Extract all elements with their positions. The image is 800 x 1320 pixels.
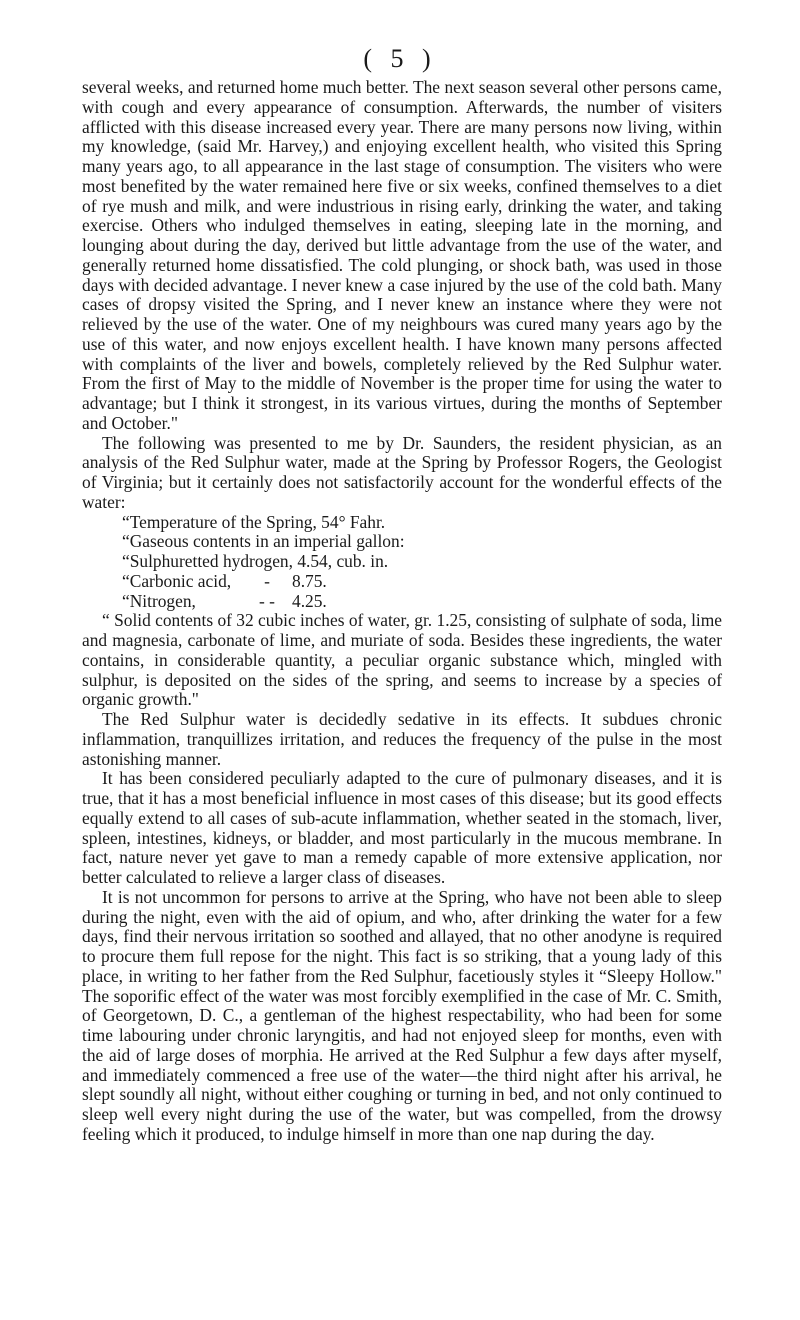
paragraph-analysis-intro: The following was presented to me by Dr. Saunders, the resident physician, as an analysis of the Red Sulphur water, made at the Spring by Professor Rogers, the Geologist of Virginia; but it certainly does not satisfactorily account for the wonderful effects of the water: [82, 432, 722, 512]
analysis-sulphuretted-hydrogen: “Sulphuretted hydrogen, 4.54, cub. in. [122, 551, 389, 571]
gas-dash: - [264, 570, 270, 591]
paragraph-harvey-account: several weeks, and returned home much better. The next season several other persons came, with cough and every appearance of consumption. Afterwards, the number of visiters afflicted with this disease increased every year. There are many persons now living, within my knowledge, (said Mr. Harvey,) and enjoying excellent health, who visited this Spring many years ago, to all appearance in the last stage of consumption. The visiters who were most benefited by the water remained here five or six weeks, confined themselves to a diet of rye mush and milk, and were industrious in rising early, drinking the water, and taking exercise. Others who indulged themselves in eating, sleeping late in the morning, and lounging about during the day, derived but little advantage from the use of the water, and generally returned home dissatisfied. The cold plunging, or shock bath, was used in those days with decided advantage. I never knew a case injured by the use of the cold bath. Many cases of dropsy visited the Spring, and I never knew an instance where they were not relieved by the use of the water. One of my neighbours was cured many years ago by the use of this water, and now enjoys excellent health. I have known many persons affected with complaints of the liver and bowels, completely relieved by the Red Sulphur water. From the first of May to the middle of November is the proper time for using the water to advantage; but I think it strongest, in its various virtues, during the months of September and October." [82, 77, 722, 433]
gas-value: 4.25. [292, 590, 327, 611]
page-number: ( 5 ) [363, 44, 437, 73]
gas-label: “Nitrogen, [122, 590, 196, 611]
gas-value: 8.75. [292, 570, 327, 591]
body-text [82, 78, 722, 1145]
gas-dash: - - [259, 590, 275, 611]
analysis-gaseous-header: “Gaseous contents in an imperial gallon: [122, 531, 405, 552]
analysis-temperature: “Temperature of the Spring, 54° Fahr. [122, 511, 386, 532]
paragraph-solid-contents: “ Solid contents of 32 cubic inches of water, gr. 1.25, consisting of sulphate of soda, lime and magnesia, carbonate of lime, and muriate of soda. Besides these ingredients, the water contains, in considerable quantity, a peculiar organic substance which, mingled with sulphur, is deposited on the sides of the spring, and seems to increase by a species of organic growth." [82, 610, 722, 710]
analysis-carbonic-acid [82, 572, 722, 592]
paragraph-pulmonary-diseases: It has been considered peculiarly adapted to the cure of pulmonary diseases, and it is true, that it has a most beneficial influence in most cases of this disease; but its good effects equally extend to all cases of sub-acute inflammation, whether seated in the stomach, liver, spleen, intestines, kidneys, or bladder, and most particularly in the mucous membrane. In fact, nature never yet gave to man a remedy capable of more extensive application, nor better calculated to relieve a larger class of diseases. [82, 768, 722, 887]
paragraph-soporific-effect: It is not uncommon for persons to arrive at the Spring, who have not been able to sleep during the night, even with the aid of opium, and who, after drinking the water for a few days, find their nervous irritation so soothed and allayed, that no other anodyne is required to procure them full repose for the night. This fact is so striking, that a young lady of this place, in writing to her father from the Red Sulphur, facetiously styles it “Sleepy Hollow." The soporific effect of the water was most forcibly exemplified in the case of Mr. C. Smith, of Georgetown, D. C., a gentleman of the highest respectability, who had been for some time labouring under chronic laryngitis, and had not enjoyed sleep for months, even with the aid of large doses of morphia. He arrived at the Red Sulphur a few days after myself, and immediately commenced a free use of the water—the third night after his arrival, he slept soundly all night, without either coughing or turning in bed, and not only continued to sleep well every night during the use of the water, but was compelled, from the drowsy feeling which it produced, to indulge himself in more than one nap during the day. [82, 886, 722, 1144]
analysis-nitrogen [82, 592, 722, 612]
paragraph-sedative-effects: The Red Sulphur water is decidedly sedative in its effects. It subdues chronic inflammation, tranquillizes irritation, and reduces the frequency of the pulse in the most astonishing manner. [82, 709, 722, 769]
gas-label: “Carbonic acid, [122, 570, 232, 591]
